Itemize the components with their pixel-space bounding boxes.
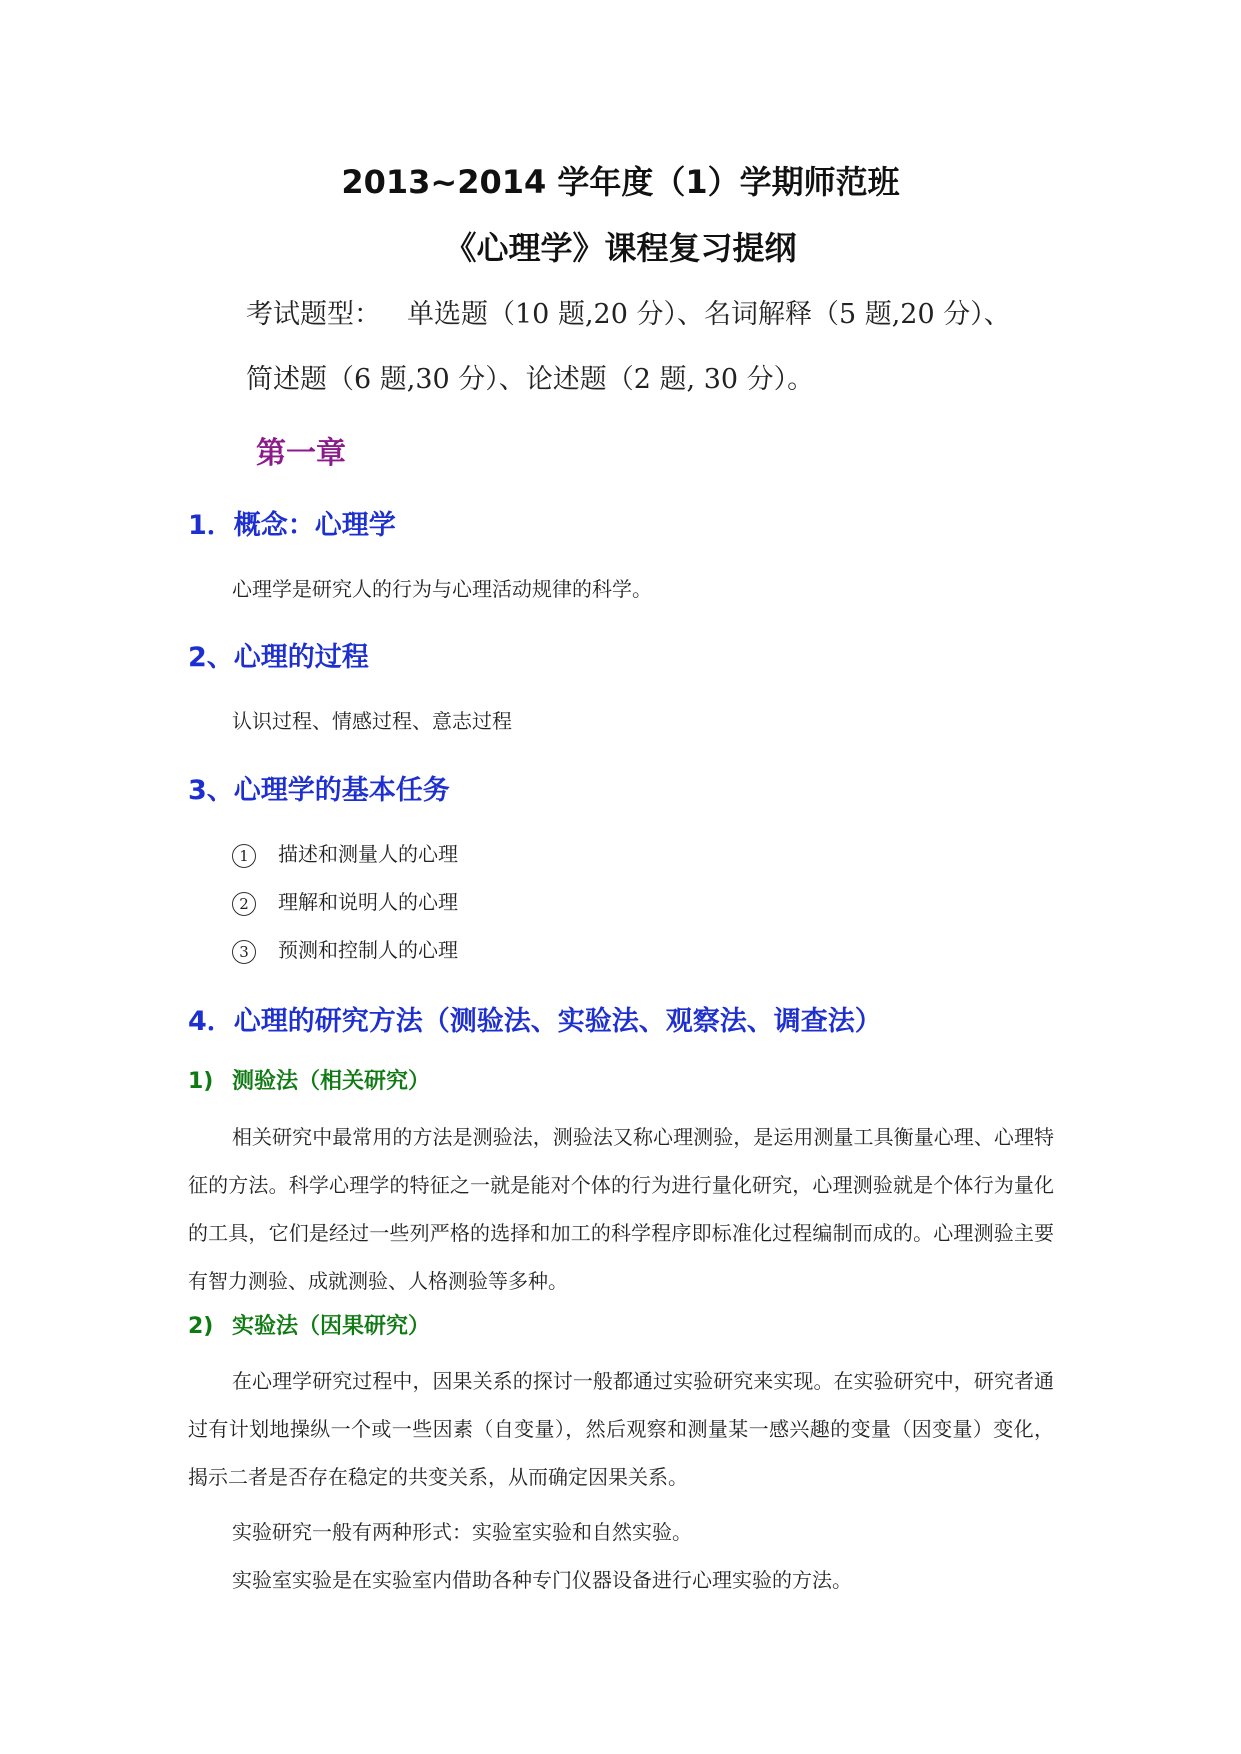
section-heading-4: 4．心理的研究方法（测验法、实验法、观察法、调查法） xyxy=(188,1006,882,1037)
exam-types-label: 考试题型： xyxy=(246,299,381,330)
course-title: 《心理学》课程复习提纲 xyxy=(444,229,797,267)
exam-types-text-1: 单选题（10 题,20 分）、名词解释（5 题,20 分）、 xyxy=(407,299,1011,330)
circled-number: 2 xyxy=(232,892,256,916)
section-body-1: 心理学是研究人的行为与心理活动规律的科学。 xyxy=(232,577,652,601)
chapter-heading: 第一章 xyxy=(256,436,346,471)
paragraph: 实验研究一般有两种形式：实验室实验和自然实验。 xyxy=(232,1520,692,1544)
subsection-title: 实验法（因果研究） xyxy=(232,1314,431,1339)
exam-types-line-1 xyxy=(246,297,1011,333)
section-heading-3: 3、心理学的基本任务 xyxy=(188,775,450,806)
circled-number: 1 xyxy=(232,844,256,868)
list-item-text: 理解和说明人的心理 xyxy=(278,890,458,914)
list-item-text: 描述和测量人的心理 xyxy=(278,842,458,866)
subsection-number: 2) xyxy=(188,1314,214,1339)
section-heading-1: 1．概念：心理学 xyxy=(188,510,396,541)
subsection-heading-2 xyxy=(188,1312,430,1342)
list-item xyxy=(232,936,458,964)
circled-number: 3 xyxy=(232,940,256,964)
list-item xyxy=(232,888,458,916)
list-item-text: 预测和控制人的心理 xyxy=(278,938,458,962)
list-item xyxy=(232,840,458,868)
subsection-heading-1 xyxy=(188,1067,430,1097)
paragraph: 实验室实验是在实验室内借助各种专门仪器设备进行心理实验的方法。 xyxy=(232,1568,852,1592)
subsection-number: 1) xyxy=(188,1069,214,1094)
section-heading-2: 2、心理的过程 xyxy=(188,642,369,673)
section-body-2: 认识过程、情感过程、意志过程 xyxy=(232,709,512,733)
paragraph: 在心理学研究过程中，因果关系的探讨一般都通过实验研究来实现。在实验研究中，研究者通过有计划地操纵一个或一些因素（自变量），然后观察和测量某一感兴趣的变量（因变量）变化，揭示二者是否存在稳定的共变关系，从而确定因果关系。 xyxy=(188,1369,1054,1489)
document-title: 2013~2014 学年度（1）学期师范班 xyxy=(341,163,900,201)
paragraph: 相关研究中最常用的方法是测验法，测验法又称心理测验，是运用测量工具衡量心理、心理特征的方法。科学心理学的特征之一就是能对个体的行为进行量化研究，心理测验就是个体行为量化的工具，它们是经过一些列严格的选择和加工的科学程序即标准化过程编制而成的。心理测验主要有智力测验、成就测验、人格测验等多种。 xyxy=(188,1125,1054,1293)
subsection-title: 测验法（相关研究） xyxy=(232,1069,431,1094)
exam-types-line-2: 简述题（6 题,30 分）、论述题（2 题, 30 分）。 xyxy=(246,364,815,395)
